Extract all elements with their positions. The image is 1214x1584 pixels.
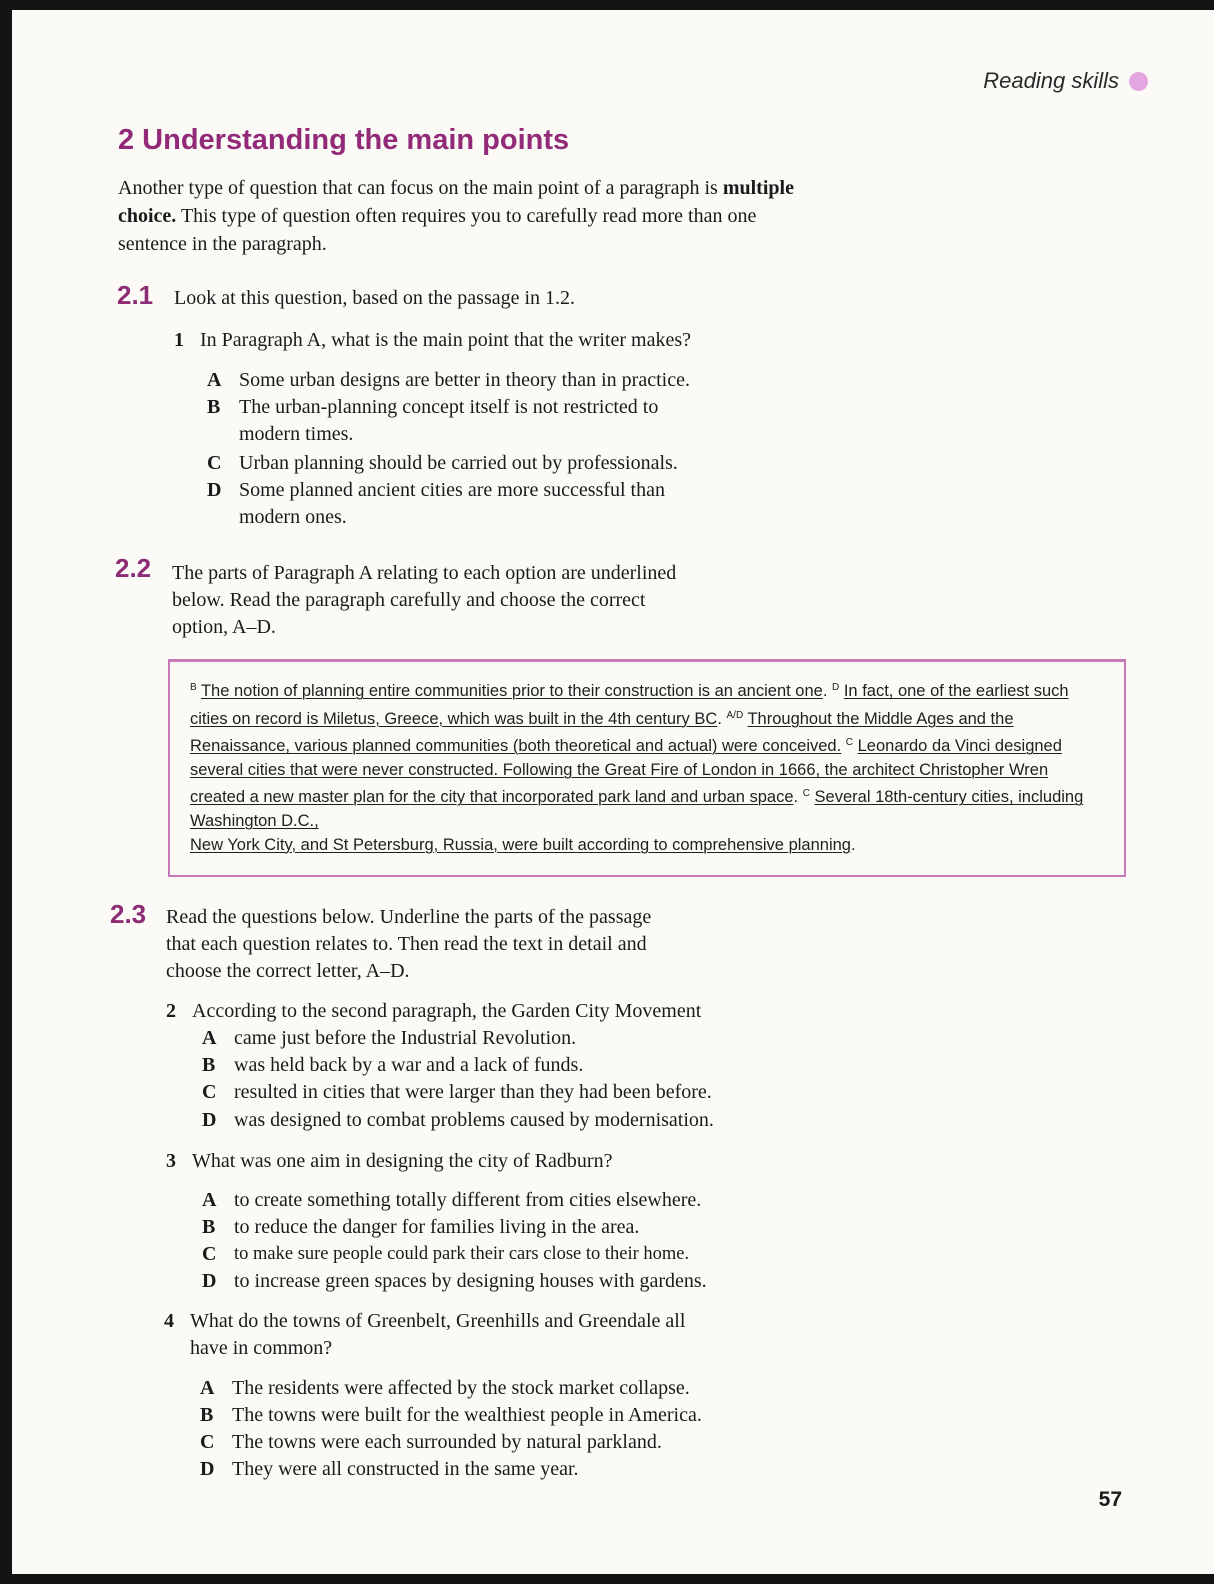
- option-letter: C: [202, 1081, 217, 1103]
- section-number-2-2: 2.2: [115, 553, 152, 583]
- option-letter: A: [202, 1027, 217, 1049]
- option-marker: A/D: [726, 709, 744, 721]
- section-title: 2 Understanding the main points: [118, 124, 570, 156]
- running-head: [983, 68, 1148, 94]
- section-2-2-text: [172, 560, 676, 641]
- scan-edge-top: [0, 0, 1214, 10]
- question-3: [166, 1148, 612, 1175]
- section-2-2-line3: option, A–D.: [172, 616, 276, 638]
- option-text-line2: modern times.: [239, 423, 354, 445]
- option-text: was designed to combat problems caused by modernisation.: [234, 1109, 714, 1131]
- option-letter: D: [200, 1458, 215, 1480]
- section-2-3-line2: that each question relates to. Then read the text in detail and: [166, 933, 647, 955]
- option-marker: B: [190, 682, 197, 693]
- section-2-2-line1: The parts of Paragraph A relating to each option are underlined: [172, 562, 677, 584]
- q2-option-c: [202, 1079, 712, 1106]
- underlined-span: Leonardo da Vinci designed several cities that were never constructed. Following the Great Fire of London in 1666, the architect Christopher Wren created a new master plan for the city that incorporated park land and urban space: [190, 737, 1062, 807]
- question-2: [166, 998, 701, 1025]
- option-letter: B: [207, 396, 221, 418]
- option-marker: C: [845, 737, 854, 749]
- q2-option-b: [202, 1052, 583, 1079]
- option-text: Some urban designs are better in theory than in practice.: [239, 369, 690, 391]
- option-letter: B: [202, 1054, 216, 1076]
- option-text: to reduce the danger for families living in the area.: [234, 1216, 640, 1238]
- option-text-line1: Some planned ancient cities are more successful than: [239, 479, 665, 501]
- bullet-dot-icon: [1129, 72, 1148, 91]
- question-4: [164, 1308, 685, 1362]
- option-text: resulted in cities that were larger than they had been before.: [234, 1081, 712, 1103]
- passage-paragraph-a: [190, 676, 1102, 857]
- q3-option-a: [202, 1187, 701, 1214]
- option-text: Urban planning should be carried out by professionals.: [239, 452, 678, 474]
- section-number-2-1: 2.1: [117, 280, 154, 310]
- section-2-3-text: [166, 904, 651, 985]
- question-1: [174, 327, 691, 354]
- option-marker: C: [802, 788, 810, 800]
- q2-option-a: [202, 1025, 576, 1052]
- underlined-span: Several 18th-century cities, including Washington D.C.,: [190, 788, 1084, 830]
- section-2-1-text: Look at this question, based on the passage in 1.2.: [174, 287, 576, 309]
- question-number: 2: [166, 1000, 176, 1022]
- option-text: The towns were each surrounded by natural parkland.: [232, 1431, 662, 1453]
- scan-edge-bottom: [0, 1574, 1214, 1584]
- question-text: What was one aim in designing the city of Radburn?: [192, 1150, 613, 1172]
- question-number: 1: [174, 329, 184, 351]
- q1-option-d: [207, 477, 665, 531]
- intro-text-1: Another type of question that can focus on the main point of a paragraph is: [118, 177, 723, 199]
- question-text-line1: What do the towns of Greenbelt, Greenhills and Greendale all: [190, 1310, 686, 1332]
- option-text: The residents were affected by the stock market collapse.: [232, 1377, 690, 1399]
- q4-option-b: [200, 1402, 702, 1429]
- option-letter: A: [200, 1377, 215, 1399]
- q3-option-d: [202, 1268, 707, 1295]
- q3-option-c: [202, 1241, 689, 1268]
- option-text: to create something totally different from cities elsewhere.: [234, 1189, 702, 1211]
- option-text: They were all constructed in the same year.: [232, 1458, 579, 1480]
- question-text-line2: have in common?: [190, 1337, 333, 1359]
- option-letter: D: [202, 1270, 217, 1292]
- q4-option-c: [200, 1429, 662, 1456]
- option-letter: D: [207, 479, 222, 501]
- option-letter: C: [200, 1431, 215, 1453]
- option-text-line2: modern ones.: [239, 506, 347, 528]
- intro-paragraph: [118, 174, 818, 258]
- underlined-span: In fact, one of the earliest such cities on record is Miletus, Greece, which was built in the 4th century BC: [190, 682, 1069, 728]
- q1-option-b: [207, 394, 658, 448]
- question-text: According to the second paragraph, the Garden City Movement: [192, 1000, 702, 1022]
- section-2-3-line1: Read the questions below. Underline the parts of the passage: [166, 906, 652, 928]
- punct: .: [822, 682, 828, 700]
- scan-edge-left: [0, 0, 12, 1584]
- q3-option-b: [202, 1214, 639, 1241]
- q1-option-a: [207, 367, 690, 394]
- option-marker: D: [832, 682, 840, 693]
- q4-option-d: [200, 1456, 579, 1483]
- punct: .: [793, 788, 799, 807]
- option-letter: D: [202, 1109, 217, 1131]
- option-letter: B: [200, 1404, 214, 1426]
- running-head-text: Reading skills: [983, 68, 1119, 93]
- page-number: 57: [1098, 1488, 1122, 1511]
- question-number: 3: [166, 1150, 176, 1172]
- underlined-span: The notion of planning entire communities prior to their construction is an ancient one: [200, 682, 823, 700]
- section-number-2-3: 2.3: [110, 899, 147, 929]
- section-2-3-line3: choose the correct letter, A–D.: [166, 960, 410, 982]
- option-letter: A: [207, 369, 222, 391]
- intro-bold: multiple choice.: [118, 177, 794, 227]
- option-text-line1: The urban-planning concept itself is not restricted to: [239, 396, 659, 418]
- punct: .: [850, 835, 856, 854]
- q1-option-c: [207, 450, 678, 477]
- section-2-2-line2: below. Read the paragraph carefully and choose the correct: [172, 589, 646, 611]
- option-text: came just before the Industrial Revolution.: [234, 1027, 577, 1049]
- option-text: was held back by a war and a lack of funds.: [234, 1054, 584, 1076]
- underlined-span: Throughout the Middle Ages and the Renaissance, various planned communities (both theoretical and actual) were conceived.: [190, 709, 1014, 756]
- intro-text-2: This type of question often requires you to carefully read more than one sentence in the paragraph.: [118, 205, 757, 255]
- q2-option-d: [202, 1107, 714, 1134]
- option-letter: C: [202, 1243, 217, 1265]
- option-text: to increase green spaces by designing houses with gardens.: [234, 1270, 707, 1292]
- option-text: The towns were built for the wealthiest people in America.: [232, 1404, 702, 1426]
- question-text: In Paragraph A, what is the main point that the writer makes?: [200, 329, 691, 351]
- option-letter: A: [202, 1189, 217, 1211]
- option-letter: B: [202, 1216, 216, 1238]
- option-text: to make sure people could park their cars close to their home.: [234, 1244, 690, 1264]
- punct: .: [717, 709, 722, 728]
- option-letter: C: [207, 452, 222, 474]
- q4-option-a: [200, 1375, 690, 1402]
- underlined-span: New York City, and St Petersburg, Russia, were built according to comprehensive planning: [190, 835, 851, 854]
- question-number: 4: [164, 1310, 174, 1332]
